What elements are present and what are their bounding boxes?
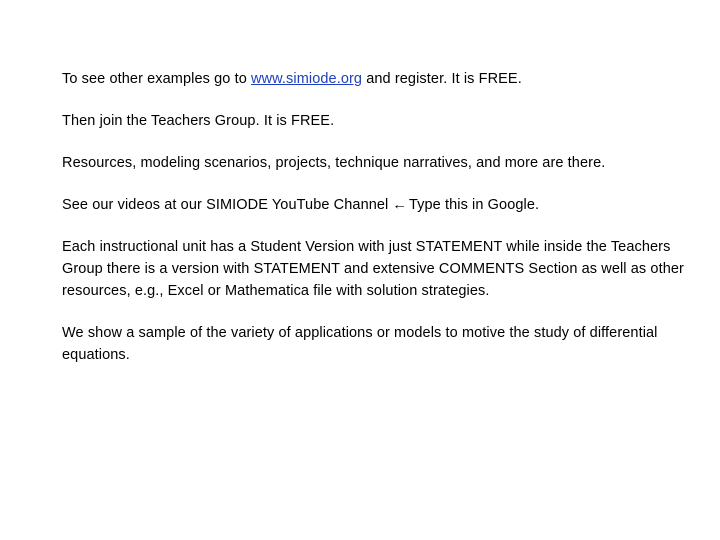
examples-text-before: To see other examples go to: [62, 71, 251, 87]
videos-text-before: See our videos at our SIMIODE YouTube Channel: [62, 197, 389, 213]
paragraph-resources: Resources, modeling scenarios, projects, technique narratives, and more are there.: [62, 155, 606, 171]
paragraph-teachers-group: Then join the Teachers Group. It is FREE.: [62, 113, 335, 129]
paragraph-examples: [62, 68, 702, 90]
paragraph-videos: [62, 194, 702, 216]
left-arrow-icon: ←: [392, 197, 407, 213]
paragraph-instructional-unit: Each instructional unit has a Student Version with just STATEMENT while inside the Teachers Group there is a version with STATEMENT and extensive COMMENTS Section as well as other resources, e.g., Excel or Mathematica file with solution strategies.: [62, 239, 684, 299]
videos-text-after: Type this in Google.: [409, 197, 540, 213]
paragraph-sample-applications: We show a sample of the variety of applications or models to motive the study of differential equations.: [62, 325, 658, 363]
slide-body: [62, 68, 702, 386]
simiode-link[interactable]: www.simiode.org: [251, 71, 363, 87]
examples-text-after: and register. It is FREE.: [362, 71, 522, 87]
